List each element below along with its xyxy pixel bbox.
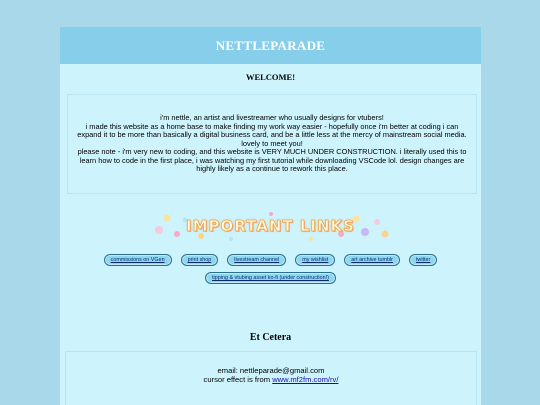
link-print-shop[interactable]: print shop <box>181 254 219 266</box>
etcetera-box <box>65 351 477 405</box>
etcetera-heading: Et Cetera <box>249 332 292 343</box>
intro-box <box>67 94 477 194</box>
email-text: email: nettleparade@gmail.com <box>217 366 325 375</box>
welcome-heading: WELCOME! <box>245 72 296 82</box>
intro-line: i made this website as a home base to make finding my work way easier - hopefully once i'm better at coding i can expand it to be more than basically a digital business card, and be a little less at the mercy of mainstream social media. <box>77 121 467 140</box>
site-title: NETTLEPARADE <box>215 37 326 53</box>
intro-line: i'm nettle, an artist and livestreamer who usually designs for vtubers! <box>160 112 384 122</box>
intro-line: lovely to meet you! <box>241 138 303 148</box>
cursor-credit-link[interactable]: www.mf2fm.com/rv/ <box>272 374 339 384</box>
link-kofi[interactable]: tipping & vtubing asset ko-fi (under construction!) <box>205 272 336 284</box>
intro-line: please note - i'm very new to coding, and this website is VERY MUCH UNDER CONSTRUCTION. i literally used this to learn how to code in the first place, i was watching my first tutorial while downloading VSCode lol. design changes are highly likely as a continue to rework this place. <box>77 147 467 174</box>
page-container <box>60 27 481 405</box>
cursor-credit <box>66 376 476 385</box>
cursor-credit-label: cursor effect is from <box>203 374 271 384</box>
link-twitter[interactable]: twitter <box>409 254 437 266</box>
link-commissions-vgen[interactable]: commissions on VGen <box>104 254 172 266</box>
links-list <box>74 254 467 284</box>
link-art-archive-tumblr[interactable]: art archive tumblr <box>344 254 400 266</box>
link-wishlist[interactable]: my wishlist <box>295 254 335 266</box>
link-livestream-channel[interactable]: livestream channel <box>227 254 286 266</box>
banner-text: IMPORTANT LINKS <box>186 217 355 235</box>
site-header <box>60 27 481 64</box>
important-links-banner <box>151 210 391 242</box>
